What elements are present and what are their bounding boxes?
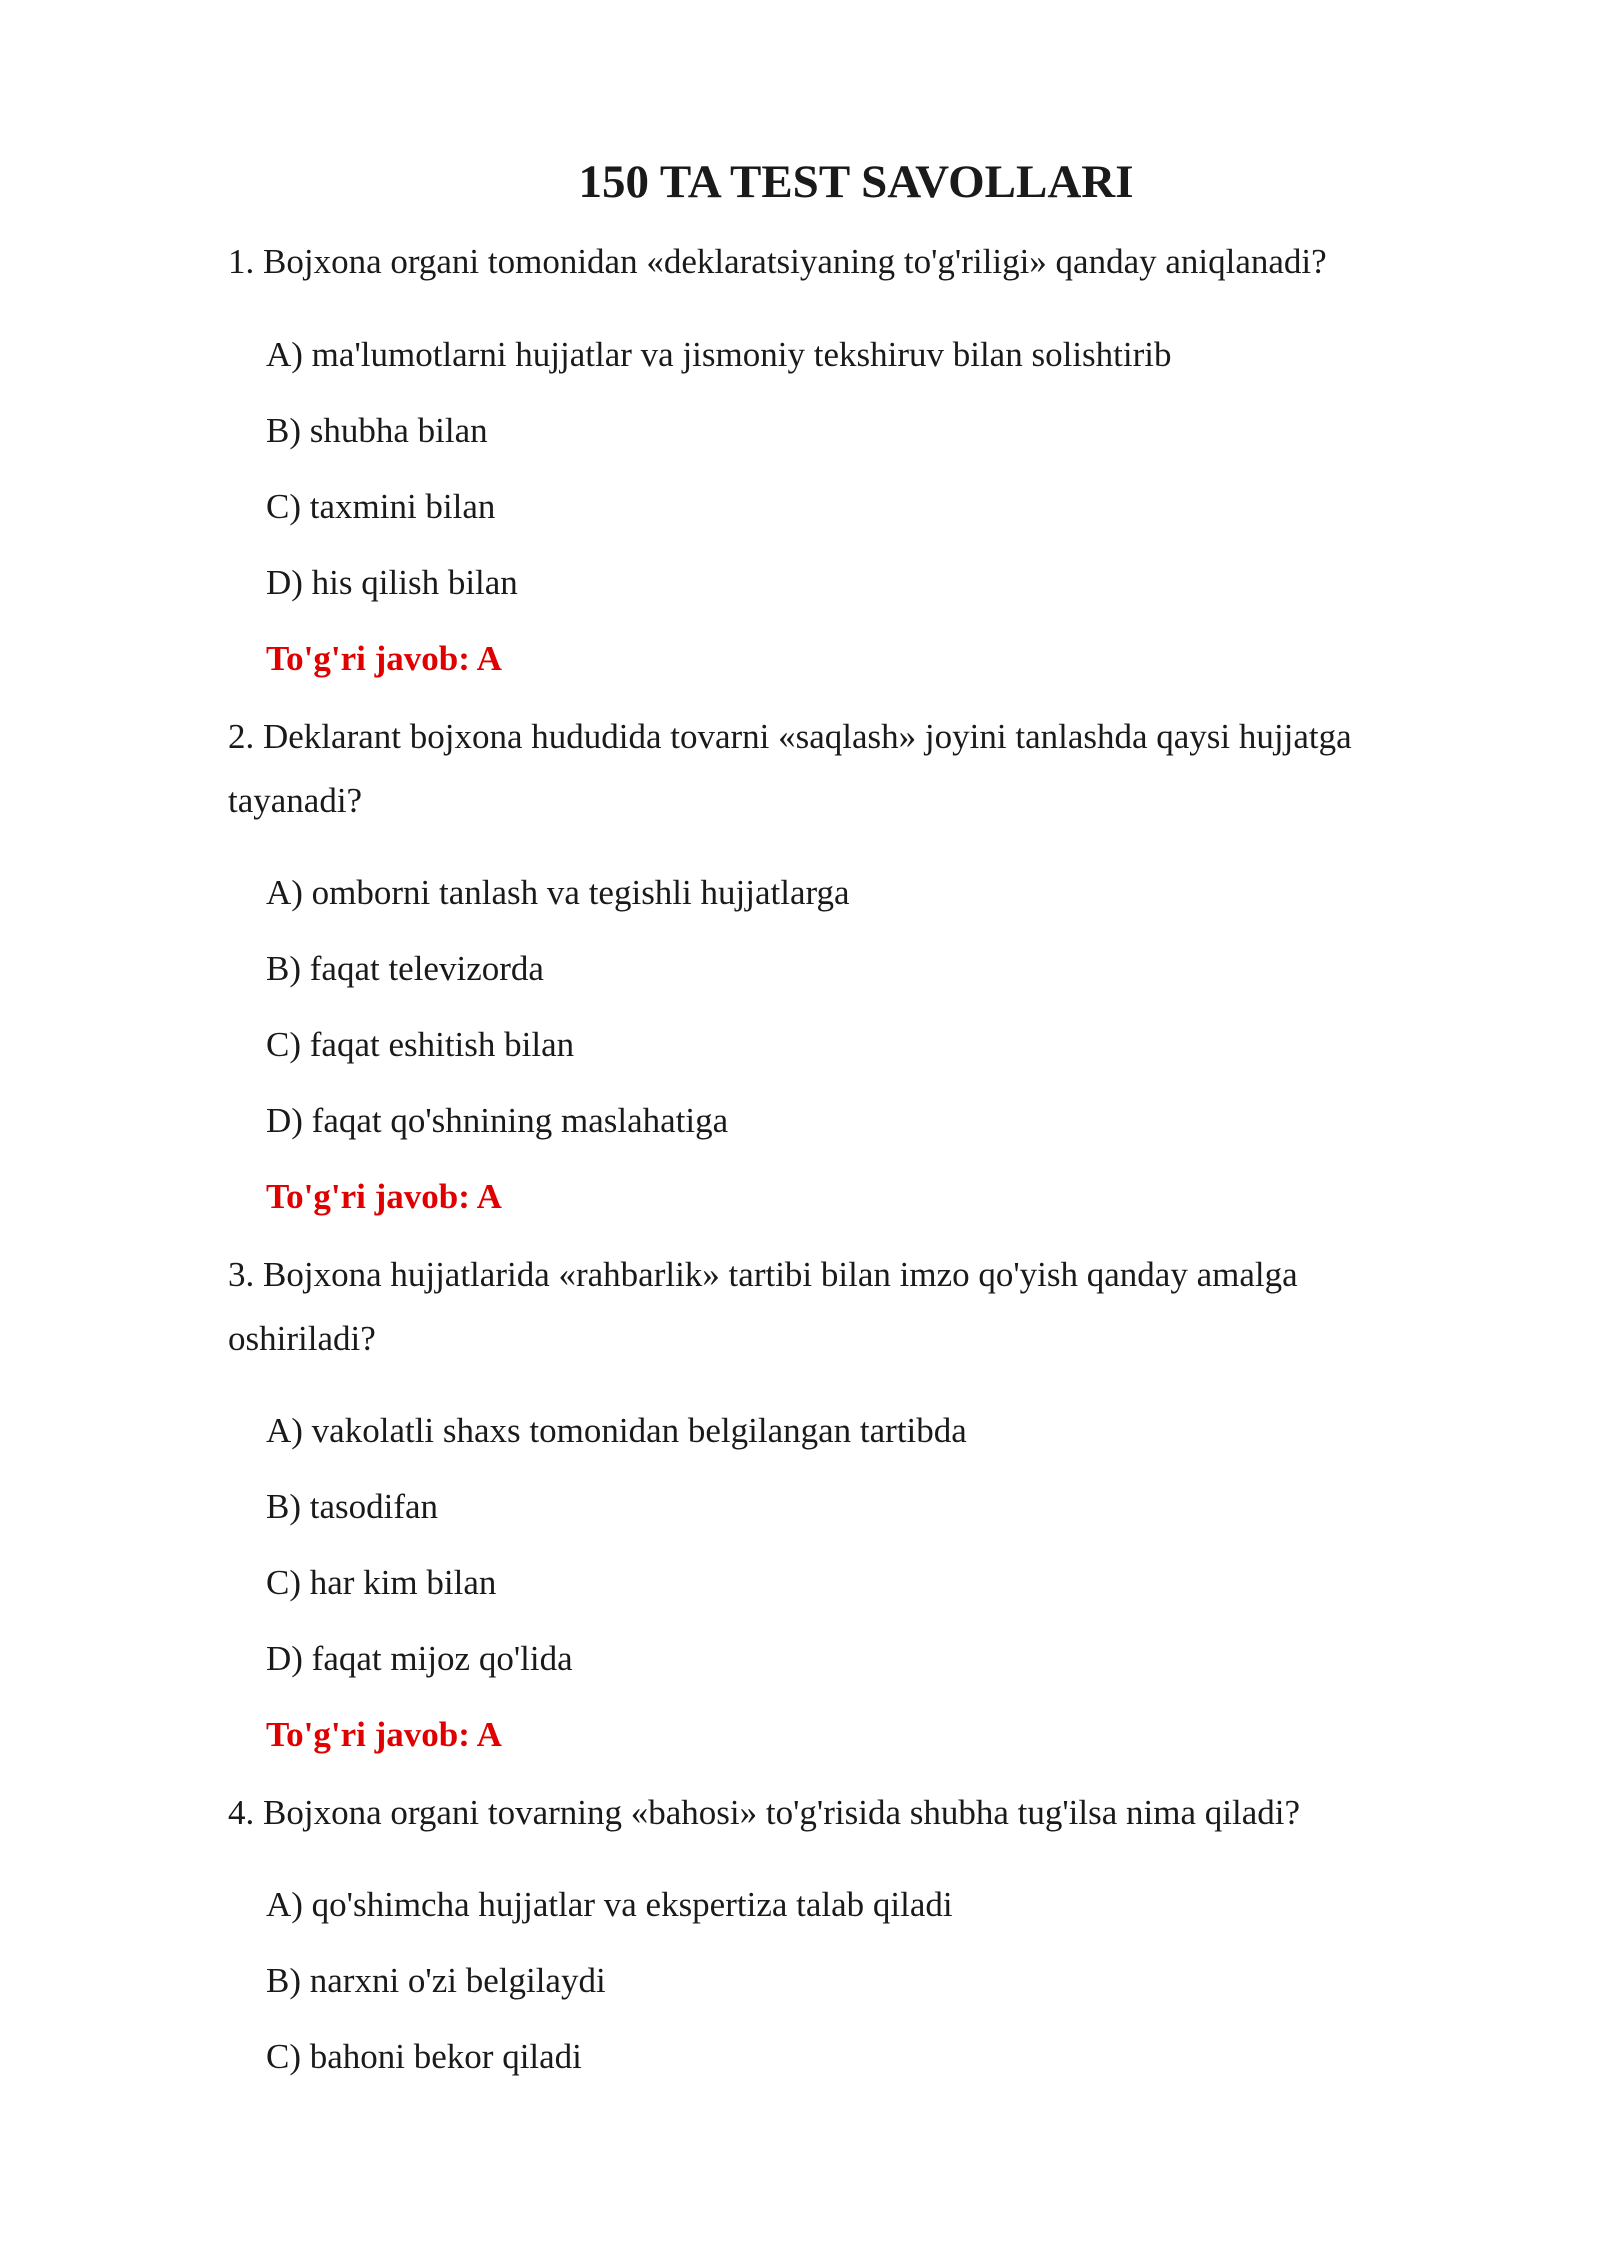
question-3-option-b: B) tasodifan <box>266 1487 439 1526</box>
question-4-option-a: A) qo'shimcha hujjatlar va ekspertiza talab qiladi <box>266 1885 953 1924</box>
question-2-text: 2. Deklarant bojxona hududida tovarni «saqlash» joyini tanlashda qaysi hujjatga tayanadi? <box>228 717 1352 820</box>
question-1-option-d: D) his qilish bilan <box>266 563 518 602</box>
question-4-option-c: C) bahoni bekor qiladi <box>266 2037 582 2076</box>
question-1-option-c: C) taxmini bilan <box>266 487 496 526</box>
question-1-answer: To'g'ri javob: A <box>266 639 502 678</box>
question-4-option-b: B) narxni o'zi belgilaydi <box>266 1961 606 2000</box>
question-1-text: 1. Bojxona organi tomonidan «deklaratsiyaning to'g'riligi» qanday aniqlanadi? <box>228 242 1327 281</box>
question-2-option-a: A) omborni tanlash va tegishli hujjatlarga <box>266 873 850 912</box>
question-3-option-a: A) vakolatli shaxs tomonidan belgilangan tartibda <box>266 1411 967 1450</box>
question-2-option-d: D) faqat qo'shnining maslahatiga <box>266 1101 729 1140</box>
question-3-option-c: C) har kim bilan <box>266 1563 497 1602</box>
question-4-text: 4. Bojxona organi tovarning «bahosi» to'g'risida shubha tug'ilsa nima qiladi? <box>228 1793 1301 1832</box>
question-3-option-d: D) faqat mijoz qo'lida <box>266 1639 573 1678</box>
question-3-answer: To'g'ri javob: A <box>266 1715 502 1754</box>
page-title: 150 TA TEST SAVOLLARI <box>578 156 1134 208</box>
question-3-text: 3. Bojxona hujjatlarida «rahbarlik» tartibi bilan imzo qo'yish qanday amalga oshiriladi? <box>228 1255 1298 1358</box>
question-2-option-b: B) faqat televizorda <box>266 949 544 988</box>
question-2-option-c: C) faqat eshitish bilan <box>266 1025 575 1064</box>
question-1-option-a: A) ma'lumotlarni hujjatlar va jismoniy tekshiruv bilan solishtirib <box>266 335 1172 374</box>
question-2-answer: To'g'ri javob: A <box>266 1177 502 1216</box>
question-1-option-b: B) shubha bilan <box>266 411 488 450</box>
